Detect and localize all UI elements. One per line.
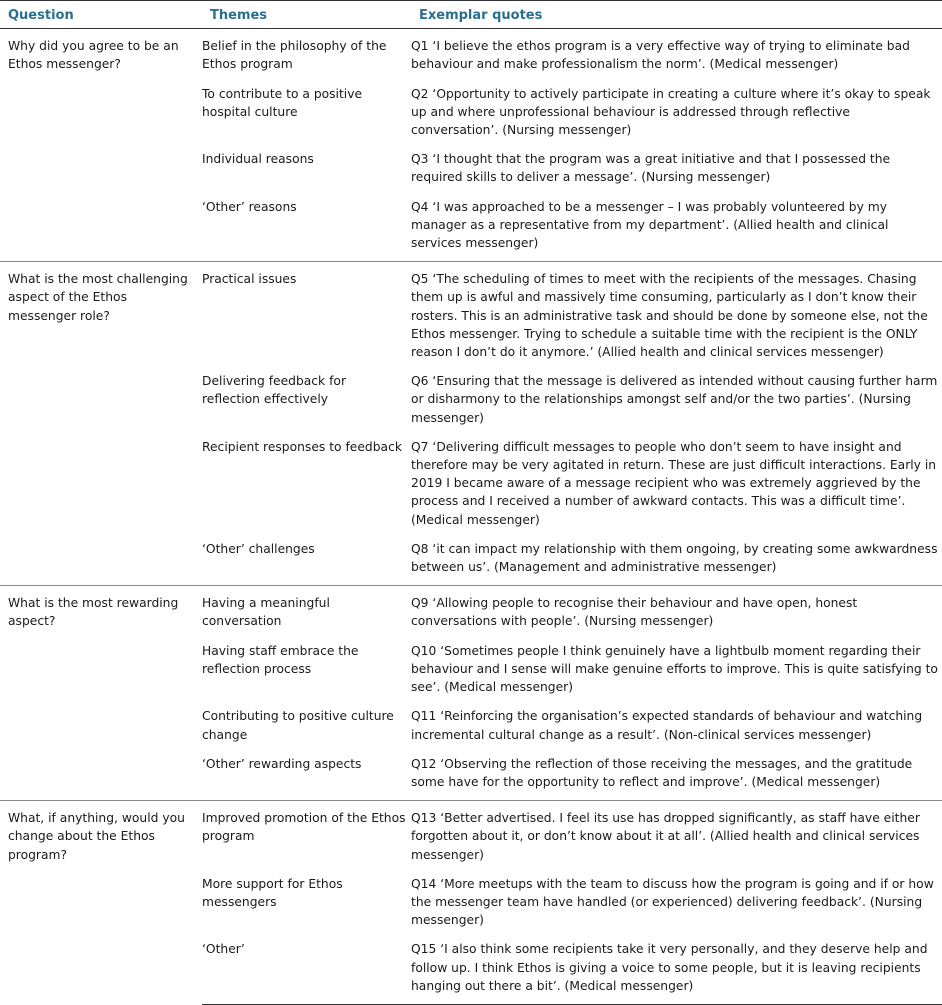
theme-cell bbox=[202, 586, 411, 640]
quote-text: Q9 ‘Allowing people to recognise their behaviour and have open, honest conversations with people’. (Nursing messenger) bbox=[411, 596, 858, 629]
theme-cell bbox=[202, 370, 411, 436]
table-row bbox=[0, 262, 942, 371]
header-quotes: Exemplar quotes bbox=[411, 1, 942, 29]
question-cell: What, if anything, would you change about the Ethos program? bbox=[0, 801, 202, 1005]
quote-cell bbox=[411, 83, 942, 149]
quote-cell bbox=[411, 938, 942, 1004]
theme-cell bbox=[202, 196, 411, 262]
theme-text: Having staff embrace the reflection process bbox=[202, 643, 359, 676]
header-row bbox=[0, 1, 942, 29]
quote-cell bbox=[411, 801, 942, 873]
quote-cell bbox=[411, 705, 942, 752]
quote-cell bbox=[411, 196, 942, 262]
quote-cell bbox=[411, 586, 942, 640]
theme-cell bbox=[202, 436, 411, 538]
quote-cell bbox=[411, 436, 942, 538]
theme-text: Recipient responses to feedback bbox=[202, 439, 402, 454]
quote-cell bbox=[411, 538, 942, 586]
theme-cell bbox=[202, 83, 411, 149]
theme-text: Contributing to positive culture change bbox=[202, 709, 394, 742]
theme-text: Having a meaningful conversation bbox=[202, 596, 330, 629]
quote-text: Q7 ‘Delivering difficult messages to people who don’t seem to have insight and therefore may be very agitated in return. These are just difficult interactions. Early in 2019 I became aware of a message recipient who was extremely aggrieved by the process and I received a number of awkward contacts. This was a difficult time’. (Medical messenger) bbox=[411, 439, 937, 527]
theme-text: ‘Other’ rewarding aspects bbox=[202, 756, 362, 771]
header-themes: Themes bbox=[202, 1, 411, 29]
quote-text: Q14 ‘More meetups with the team to discuss how the program is going and if or how the messenger team have handled (or experienced) delivering feedback’. (Nursing messenger) bbox=[411, 876, 934, 928]
theme-text: ‘Other’ challenges bbox=[202, 541, 315, 556]
theme-cell bbox=[202, 640, 411, 706]
theme-cell bbox=[202, 753, 411, 801]
theme-cell bbox=[202, 873, 411, 939]
table-row bbox=[0, 801, 942, 873]
theme-cell bbox=[202, 705, 411, 752]
theme-text: More support for Ethos messengers bbox=[202, 876, 343, 909]
theme-cell bbox=[202, 801, 411, 873]
theme-cell bbox=[202, 148, 411, 195]
quote-text: Q3 ‘I thought that the program was a great initiative and that I possessed the required skills to deliver a message’. (Nursing messenger) bbox=[411, 152, 891, 185]
quote-text: Q6 ‘Ensuring that the message is delivered as intended without causing further harm or disharmony to the relationships amongst self and/or the two parties’. (Nursing messenger) bbox=[411, 374, 938, 425]
quote-text: Q8 ‘it can impact my relationship with them ongoing, by creating some awkwardness between us’. (Management and administrative messenger) bbox=[411, 541, 938, 575]
quote-cell bbox=[411, 873, 942, 939]
quote-text: Q13 ‘Better advertised. I feel its use has dropped significantly, as staff have either forgotten about it, or don’t know about it at all’. (Allied health and clinical services messenger) bbox=[411, 811, 920, 862]
quote-cell bbox=[411, 29, 942, 83]
quote-text: Q10 ‘Sometimes people I think genuinely have a lightbulb moment regarding their behaviour and I sense will make genuine efforts to improve. This is quite satisfying to see’. (Medical messenger) bbox=[411, 643, 938, 695]
quote-cell bbox=[411, 640, 942, 706]
question-cell: Why did you agree to be an Ethos messenger? bbox=[0, 29, 202, 262]
theme-cell bbox=[202, 29, 411, 83]
question-cell: What is the most rewarding aspect? bbox=[0, 586, 202, 801]
theme-cell bbox=[202, 938, 411, 1004]
quote-text: Q1 ‘I believe the ethos program is a very effective way of trying to eliminate bad behaviour and make professionalism the norm’. (Medical messenger) bbox=[411, 39, 910, 72]
theme-text: To contribute to a positive hospital culture bbox=[202, 86, 363, 119]
header-question: Question bbox=[0, 1, 202, 29]
quote-text: Q4 ‘I was approached to be a messenger – I was probably volunteered by my manager as a representative from my department’. (Allied health and clinical services messenger) bbox=[411, 199, 889, 251]
theme-text: Improved promotion of the Ethos program bbox=[202, 811, 406, 844]
theme-text: Delivering feedback for reflection effectively bbox=[202, 374, 346, 407]
quote-text: Q2 ‘Opportunity to actively participate in creating a culture where it’s okay to speak up and where unprofessional behaviour is addressed through reflective conversation’. (Nursing messenger) bbox=[411, 86, 931, 138]
table-row bbox=[0, 29, 942, 83]
quote-text: Q11 ‘Reinforcing the organisation’s expected standards of behaviour and watching incremental cultural change as a result’. (Non-clinical services messenger) bbox=[411, 709, 923, 742]
quote-text: Q12 ‘Observing the reflection of those receiving the messages, and the gratitude some have for the opportunity to reflect and improve’. (Medical messenger) bbox=[411, 756, 913, 789]
quote-text: Q5 ‘The scheduling of times to meet with the recipients of the messages. Chasing them up is awful and massively time consuming, particularly as I don’t know their rosters. This is an administrative task and should be done by someone else, not the Ethos messenger. Trying to schedule a suitable time with the recipient is the ONLY reason I don’t do it anymore.’ (Allied health and clinical services messenger) bbox=[411, 272, 928, 360]
theme-text: Practical issues bbox=[202, 272, 297, 287]
theme-text: ‘Other’ bbox=[202, 942, 245, 957]
theme-cell bbox=[202, 538, 411, 586]
theme-text: Belief in the philosophy of the Ethos program bbox=[202, 39, 387, 72]
quote-cell bbox=[411, 753, 942, 801]
theme-text: Individual reasons bbox=[202, 152, 314, 167]
quote-cell bbox=[411, 148, 942, 195]
quote-cell bbox=[411, 370, 942, 436]
question-cell: What is the most challenging aspect of the Ethos messenger role? bbox=[0, 262, 202, 586]
table-row bbox=[0, 586, 942, 640]
theme-cell bbox=[202, 262, 411, 371]
quote-text: Q15 ‘I also think some recipients take it very personally, and they deserve help and follow up. I think Ethos is giving a voice to some people, but it is leaving recipients hanging out there a bit’. (Medical messenger) bbox=[411, 942, 928, 993]
theme-text: ‘Other’ reasons bbox=[202, 199, 297, 214]
quote-cell bbox=[411, 262, 942, 371]
